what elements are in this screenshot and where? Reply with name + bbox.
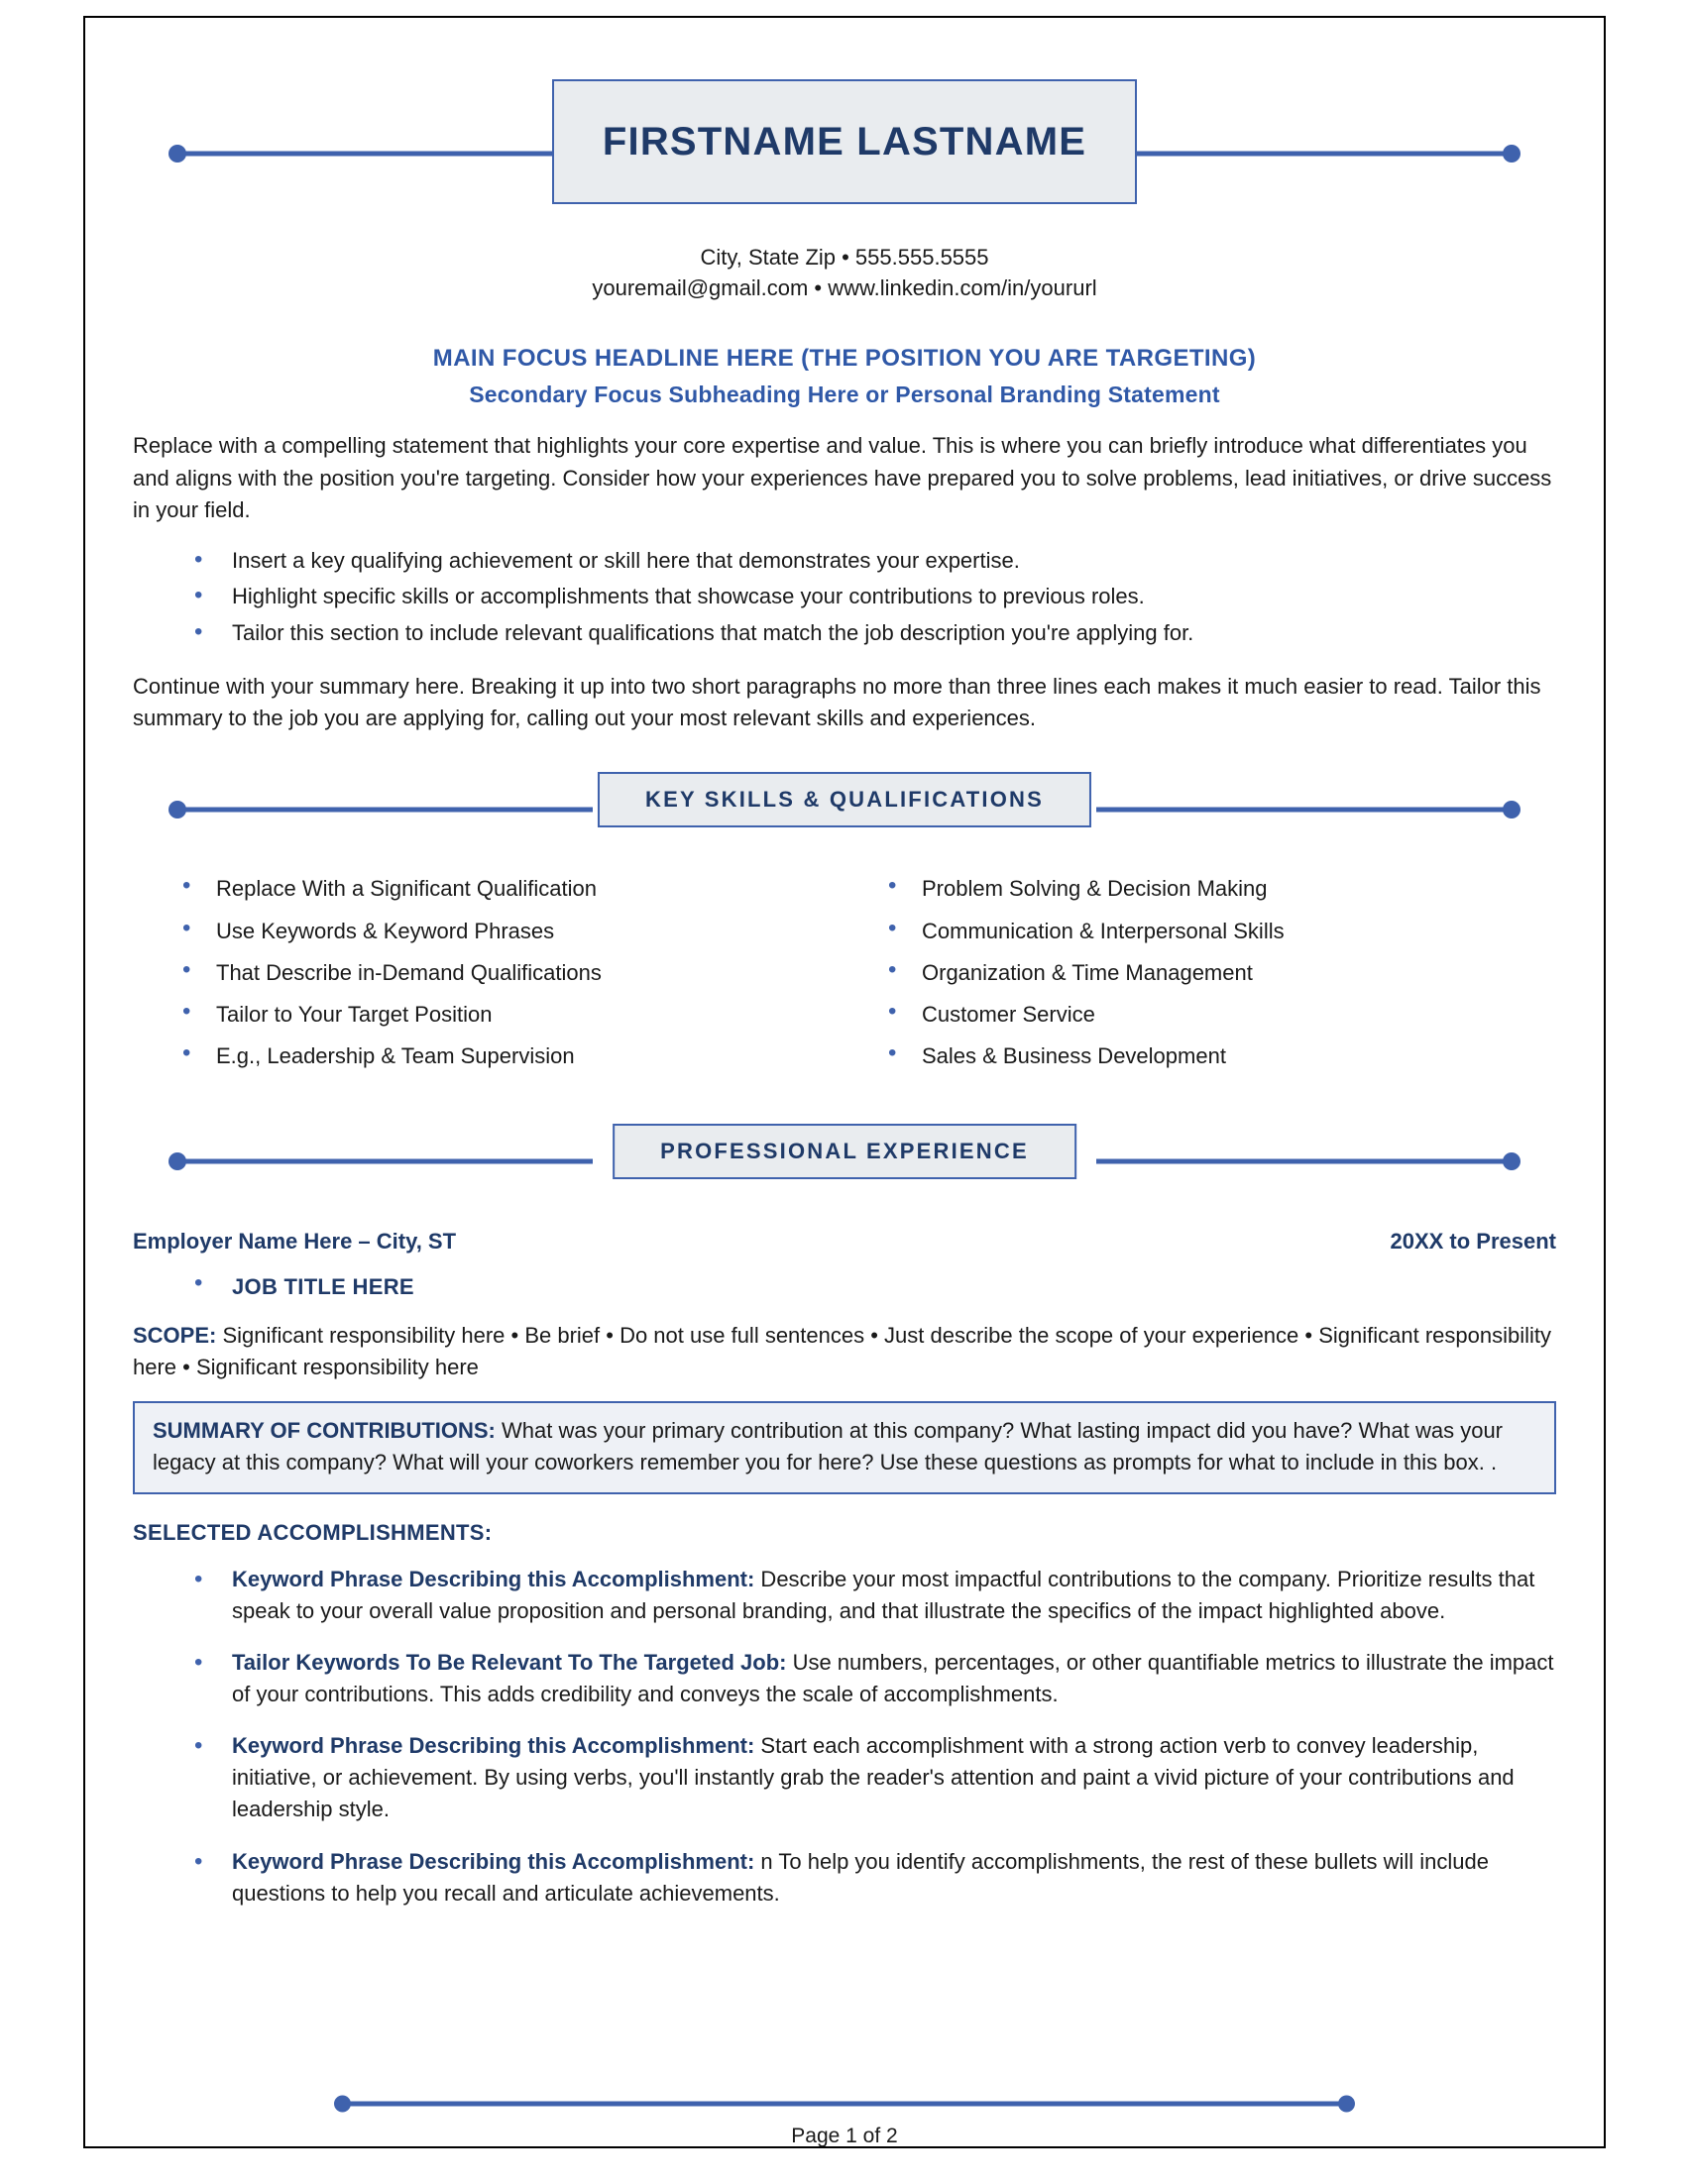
list-item: • Problem Solving & Decision Making [844,877,1556,901]
page-number: Page 1 of 2 [791,2125,898,2147]
skills-left-column [133,877,844,1086]
skills-dot-left-icon [169,801,186,819]
employer-row [133,1229,1556,1255]
experience-dot-left-icon [169,1152,186,1170]
scope-text: Significant responsibility here • Be brief • Do not use full sentences • Just describe the scope of your experience • Significant responsibility here • Significant responsibility here [133,1323,1551,1380]
skills-section-box [598,772,1091,827]
list-item: • Insert a key qualifying achievement or skill here that demonstrates your expertise. [133,544,1556,577]
list-item [133,1846,1556,1910]
accomplishment-keyword: Keyword Phrase Describing this Accomplishment: [232,1733,755,1759]
footer-divider [334,2095,1355,2113]
employer-name: Employer Name Here – City, ST [133,1229,457,1255]
list-item: • Replace With a Significant Qualification [133,877,844,901]
skills-right-list [844,877,1556,1068]
skills-section-header [133,772,1556,847]
accomplishment-text: Describe your most impactful contributions to the company. Prioritize results that speak to your overall value proposition and personal branding, and that illustrate the specifics of the impact highlighted above. [232,1566,1535,1623]
accomplishment-keyword: Keyword Phrase Describing this Accomplishment: [232,1566,755,1591]
experience-dot-right-icon [1503,1152,1520,1170]
name-box [552,79,1137,204]
employment-dates: 20XX to Present [1390,1229,1556,1255]
list-item: • That Describe in-Demand Qualifications [133,961,844,985]
banner-rail-left [176,152,563,157]
accomplishment-keyword: Tailor Keywords To Be Relevant To The Targeted Job: [232,1650,787,1676]
list-item [133,1647,1556,1710]
contact-block [133,242,1556,303]
skills-right-column [844,877,1556,1086]
experience-rail-left [176,1159,593,1164]
contact-line-1: City, State Zip • 555.555.5555 [700,245,989,270]
name-banner [133,79,1556,228]
scope-label: SCOPE: [133,1323,217,1349]
candidate-name: FIRSTNAME LASTNAME [602,119,1087,164]
footer-dot-left-icon [334,2096,351,2113]
job-title-row [133,1274,1556,1300]
accomplishment-text: Start each accomplishment with a strong action verb to convey leadership, initiative, or achievement. By using verbs, you'll instantly grab the reader's attention and paint a vivid picture of your contributions and leadership style. [232,1733,1515,1822]
skills-section-title: KEY SKILLS & QUALIFICATIONS [644,787,1045,813]
list-item: • Customer Service [844,1003,1556,1027]
resume-page [83,16,1606,2148]
list-item: • Sales & Business Development [844,1044,1556,1068]
page-content [85,79,1604,2148]
job-title: JOB TITLE HERE [232,1274,414,1300]
skills-dot-right-icon [1503,801,1520,819]
skills-rail-left [176,808,593,813]
banner-rail-right [1126,152,1513,157]
list-item: • Highlight specific skills or accomplishments that showcase your contributions to previous roles. [133,580,1556,612]
list-item: • Tailor this section to include relevant qualifications that match the job description you're applying for. [133,616,1556,649]
scope-paragraph [133,1320,1556,1383]
skills-rail-right [1096,808,1513,813]
list-item: • Use Keywords & Keyword Phrases [133,920,844,943]
contact-line-2: youremail@gmail.com • www.linkedin.com/in/yoururl [592,275,1097,301]
list-item: • Tailor to Your Target Position [133,1003,844,1027]
accomplishment-keyword: Keyword Phrase Describing this Accomplishment: [232,1848,755,1874]
accomplishments-list [133,1564,1556,1910]
summary-paragraph-2: Continue with your summary here. Breaking it up into two short paragraphs no more than three lines each makes it much easier to read. Tailor this summary to the job you are applying for, calling out your most relevant skills and experiences. [133,674,1541,731]
list-item: • Communication & Interpersonal Skills [844,920,1556,943]
summary-paragraph-1: Replace with a compelling statement that highlights your core expertise and value. This is where you can briefly introduce what differentiates you and aligns with the position you're targeting. Consider how your experiences have prepared you to solve problems, lead initiatives, or drive success in your field. [133,433,1552,522]
main-headline: MAIN FOCUS HEADLINE HERE (THE POSITION YOU ARE TARGETING) [432,345,1257,373]
skills-left-list [133,877,844,1068]
contributions-text: What was your primary contribution at this company? What lasting impact did you have? What was your legacy at this company? What will your coworkers remember you for here? Use these questions as prompts for what to include in this box. . [153,1418,1504,1475]
summary-bullet-list [133,544,1556,649]
accomplishment-text: Use numbers, percentages, or other quantifiable metrics to illustrate the impact of your contributions. This adds credibility and conveys the scale of accomplishments. [232,1650,1554,1707]
list-item [133,1564,1556,1627]
page-footer [85,2095,1604,2148]
accomplishment-text: n To help you identify accomplishments, the rest of these bullets will include questions to help you recall and articulate achievements. [232,1848,1489,1906]
footer-dot-right-icon [1338,2096,1355,2113]
secondary-headline: Secondary Focus Subheading Here or Personal Branding Statement [469,382,1220,408]
banner-dot-left-icon [169,145,186,163]
banner-dot-right-icon [1503,145,1520,163]
experience-section-title: PROFESSIONAL EXPERIENCE [660,1139,1029,1164]
list-item: • E.g., Leadership & Team Supervision [133,1044,844,1068]
experience-section-box [613,1124,1076,1179]
skills-columns [133,877,1556,1086]
footer-bar [344,2102,1345,2107]
summary-of-contributions-box [133,1401,1556,1493]
experience-rail-right [1096,1159,1513,1164]
contributions-label: SUMMARY OF CONTRIBUTIONS: [153,1418,496,1444]
selected-accomplishments-label: SELECTED ACCOMPLISHMENTS: [133,1519,493,1545]
list-item [133,1730,1556,1825]
list-item: • Organization & Time Management [844,961,1556,985]
experience-section-header [133,1124,1556,1199]
